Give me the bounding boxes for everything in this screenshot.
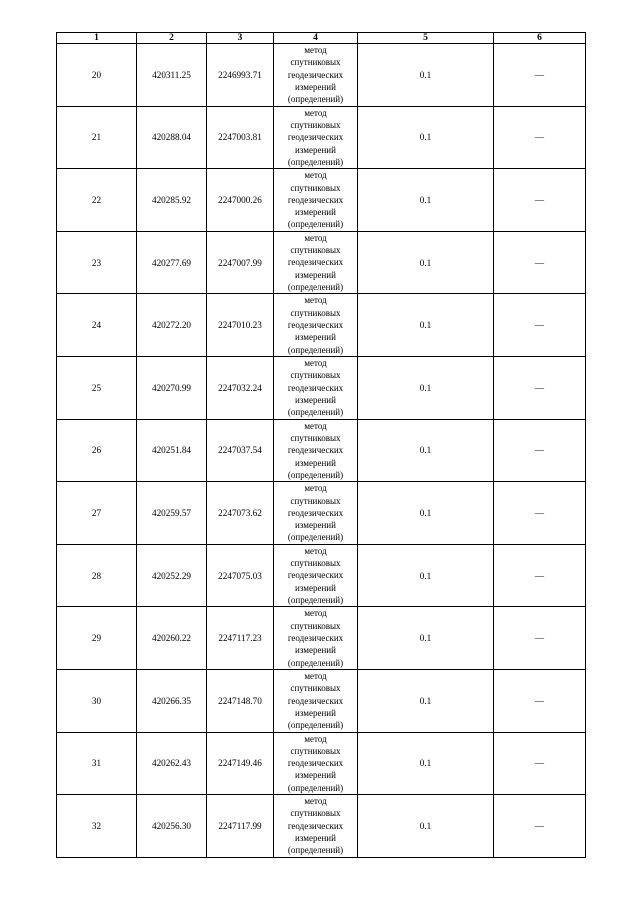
method-line: (определений) bbox=[287, 720, 344, 731]
method-line: метод bbox=[304, 170, 327, 181]
note-cell: — bbox=[494, 795, 586, 858]
x-coordinate-cell: 420272.20 bbox=[137, 294, 207, 357]
method-line: геодезических bbox=[287, 132, 344, 143]
point-number-cell: 21 bbox=[57, 106, 137, 169]
point-number-cell: 32 bbox=[57, 795, 137, 858]
method-cell bbox=[274, 169, 358, 232]
accuracy-cell: 0.1 bbox=[358, 544, 494, 607]
accuracy-cell: 0.1 bbox=[358, 294, 494, 357]
method-line: измерений bbox=[295, 457, 336, 468]
method-line: метод bbox=[304, 107, 327, 118]
method-line: геодезических bbox=[287, 382, 344, 393]
method-line: метод bbox=[304, 358, 327, 369]
y-coordinate-cell: 2247117.23 bbox=[207, 607, 274, 670]
method-line: геодезических bbox=[287, 695, 344, 706]
x-coordinate-cell: 420259.57 bbox=[137, 482, 207, 545]
method-line: спутниковых bbox=[290, 495, 341, 506]
header-col-3: 3 bbox=[207, 33, 274, 44]
accuracy-cell: 0.1 bbox=[358, 732, 494, 795]
method-line: геодезических bbox=[287, 632, 344, 643]
method-cell bbox=[274, 544, 358, 607]
method-line: (определений) bbox=[287, 219, 344, 230]
method-line: метод bbox=[304, 796, 327, 807]
point-number-cell: 26 bbox=[57, 419, 137, 482]
y-coordinate-cell: 2247000.26 bbox=[207, 169, 274, 232]
method-line: геодезических bbox=[287, 820, 344, 831]
method-line: (определений) bbox=[287, 594, 344, 605]
method-line: спутниковых bbox=[290, 245, 341, 256]
method-line: геодезических bbox=[287, 570, 344, 581]
method-cell bbox=[274, 482, 358, 545]
method-cell bbox=[274, 669, 358, 732]
method-line: метод bbox=[304, 232, 327, 243]
point-number-cell: 23 bbox=[57, 231, 137, 294]
method-line: измерений bbox=[295, 833, 336, 844]
note-cell: — bbox=[494, 669, 586, 732]
table-row bbox=[57, 732, 586, 795]
note-cell: — bbox=[494, 544, 586, 607]
method-cell bbox=[274, 732, 358, 795]
point-number-cell: 30 bbox=[57, 669, 137, 732]
point-number-cell: 22 bbox=[57, 169, 137, 232]
point-number-cell: 20 bbox=[57, 44, 137, 107]
method-line: спутниковых bbox=[290, 432, 341, 443]
table-body bbox=[57, 44, 586, 858]
method-line: геодезических bbox=[287, 445, 344, 456]
method-line: спутниковых bbox=[290, 620, 341, 631]
method-line: метод bbox=[304, 733, 327, 744]
method-line: измерений bbox=[295, 770, 336, 781]
method-line: спутниковых bbox=[290, 683, 341, 694]
header-row bbox=[57, 33, 586, 44]
x-coordinate-cell: 420256.30 bbox=[137, 795, 207, 858]
accuracy-cell: 0.1 bbox=[358, 482, 494, 545]
accuracy-cell: 0.1 bbox=[358, 607, 494, 670]
method-line: спутниковых bbox=[290, 119, 341, 130]
y-coordinate-cell: 2247037.54 bbox=[207, 419, 274, 482]
method-line: геодезических bbox=[287, 194, 344, 205]
method-line: метод bbox=[304, 608, 327, 619]
method-line: метод bbox=[304, 420, 327, 431]
method-cell bbox=[274, 607, 358, 670]
y-coordinate-cell: 2247148.70 bbox=[207, 669, 274, 732]
y-coordinate-cell: 2247073.62 bbox=[207, 482, 274, 545]
x-coordinate-cell: 420262.43 bbox=[137, 732, 207, 795]
method-line: измерений bbox=[295, 269, 336, 280]
method-line: спутниковых bbox=[290, 808, 341, 819]
method-cell bbox=[274, 795, 358, 858]
method-line: спутниковых bbox=[290, 558, 341, 569]
table-row bbox=[57, 294, 586, 357]
point-number-cell: 27 bbox=[57, 482, 137, 545]
table-row bbox=[57, 169, 586, 232]
method-line: геодезических bbox=[287, 320, 344, 331]
method-line: геодезических bbox=[287, 69, 344, 80]
point-number-cell: 28 bbox=[57, 544, 137, 607]
method-line: геодезических bbox=[287, 507, 344, 518]
note-cell: — bbox=[494, 169, 586, 232]
method-cell bbox=[274, 231, 358, 294]
method-line: спутниковых bbox=[290, 745, 341, 756]
method-line: (определений) bbox=[287, 532, 344, 543]
method-line: измерений bbox=[295, 707, 336, 718]
point-number-cell: 25 bbox=[57, 356, 137, 419]
method-cell bbox=[274, 356, 358, 419]
note-cell: — bbox=[494, 106, 586, 169]
method-line: геодезических bbox=[287, 758, 344, 769]
note-cell: — bbox=[494, 294, 586, 357]
coordinates-table bbox=[56, 32, 586, 858]
point-number-cell: 24 bbox=[57, 294, 137, 357]
accuracy-cell: 0.1 bbox=[358, 356, 494, 419]
y-coordinate-cell: 2247075.03 bbox=[207, 544, 274, 607]
method-line: (определений) bbox=[287, 469, 344, 480]
header-col-2: 2 bbox=[137, 33, 207, 44]
note-cell: — bbox=[494, 356, 586, 419]
method-line: измерений bbox=[295, 81, 336, 92]
y-coordinate-cell: 2247032.24 bbox=[207, 356, 274, 419]
method-line: (определений) bbox=[287, 282, 344, 293]
x-coordinate-cell: 420251.84 bbox=[137, 419, 207, 482]
method-cell bbox=[274, 44, 358, 107]
method-line: метод bbox=[304, 670, 327, 681]
method-line: (определений) bbox=[287, 156, 344, 167]
accuracy-cell: 0.1 bbox=[358, 795, 494, 858]
point-number-cell: 29 bbox=[57, 607, 137, 670]
method-line: измерений bbox=[295, 394, 336, 405]
table-row bbox=[57, 106, 586, 169]
y-coordinate-cell: 2247117.99 bbox=[207, 795, 274, 858]
x-coordinate-cell: 420285.92 bbox=[137, 169, 207, 232]
method-line: (определений) bbox=[287, 782, 344, 793]
x-coordinate-cell: 420270.99 bbox=[137, 356, 207, 419]
note-cell: — bbox=[494, 732, 586, 795]
table-row bbox=[57, 356, 586, 419]
method-line: (определений) bbox=[287, 94, 344, 105]
table-row bbox=[57, 44, 586, 107]
note-cell: — bbox=[494, 419, 586, 482]
table-row bbox=[57, 795, 586, 858]
table-row bbox=[57, 607, 586, 670]
method-line: метод bbox=[304, 483, 327, 494]
method-line: спутниковых bbox=[290, 370, 341, 381]
header-col-6: 6 bbox=[494, 33, 586, 44]
method-line: метод bbox=[304, 295, 327, 306]
method-line: (определений) bbox=[287, 407, 344, 418]
table-row bbox=[57, 419, 586, 482]
method-line: спутниковых bbox=[290, 182, 341, 193]
header-col-4: 4 bbox=[274, 33, 358, 44]
table-row bbox=[57, 231, 586, 294]
header-col-1: 1 bbox=[57, 33, 137, 44]
method-line: измерений bbox=[295, 207, 336, 218]
method-line: спутниковых bbox=[290, 57, 341, 68]
table-row bbox=[57, 544, 586, 607]
table-row bbox=[57, 669, 586, 732]
x-coordinate-cell: 420311.25 bbox=[137, 44, 207, 107]
method-line: (определений) bbox=[287, 344, 344, 355]
table-row bbox=[57, 482, 586, 545]
accuracy-cell: 0.1 bbox=[358, 669, 494, 732]
method-line: измерений bbox=[295, 582, 336, 593]
accuracy-cell: 0.1 bbox=[358, 44, 494, 107]
method-line: измерений bbox=[295, 332, 336, 343]
accuracy-cell: 0.1 bbox=[358, 106, 494, 169]
y-coordinate-cell: 2247149.46 bbox=[207, 732, 274, 795]
y-coordinate-cell: 2247007.99 bbox=[207, 231, 274, 294]
method-line: (определений) bbox=[287, 845, 344, 856]
method-cell bbox=[274, 419, 358, 482]
accuracy-cell: 0.1 bbox=[358, 169, 494, 232]
note-cell: — bbox=[494, 607, 586, 670]
y-coordinate-cell: 2247003.81 bbox=[207, 106, 274, 169]
x-coordinate-cell: 420260.22 bbox=[137, 607, 207, 670]
method-line: измерений bbox=[295, 645, 336, 656]
y-coordinate-cell: 2246993.71 bbox=[207, 44, 274, 107]
method-line: измерений bbox=[295, 520, 336, 531]
method-line: метод bbox=[304, 45, 327, 56]
method-line: спутниковых bbox=[290, 307, 341, 318]
accuracy-cell: 0.1 bbox=[358, 231, 494, 294]
x-coordinate-cell: 420277.69 bbox=[137, 231, 207, 294]
note-cell: — bbox=[494, 231, 586, 294]
method-line: геодезических bbox=[287, 257, 344, 268]
method-cell bbox=[274, 294, 358, 357]
accuracy-cell: 0.1 bbox=[358, 419, 494, 482]
header-col-5: 5 bbox=[358, 33, 494, 44]
x-coordinate-cell: 420252.29 bbox=[137, 544, 207, 607]
note-cell: — bbox=[494, 482, 586, 545]
x-coordinate-cell: 420288.04 bbox=[137, 106, 207, 169]
y-coordinate-cell: 2247010.23 bbox=[207, 294, 274, 357]
table-header bbox=[57, 33, 586, 44]
point-number-cell: 31 bbox=[57, 732, 137, 795]
method-line: метод bbox=[304, 545, 327, 556]
note-cell: — bbox=[494, 44, 586, 107]
method-cell bbox=[274, 106, 358, 169]
method-line: измерений bbox=[295, 144, 336, 155]
x-coordinate-cell: 420266.35 bbox=[137, 669, 207, 732]
method-line: (определений) bbox=[287, 657, 344, 668]
